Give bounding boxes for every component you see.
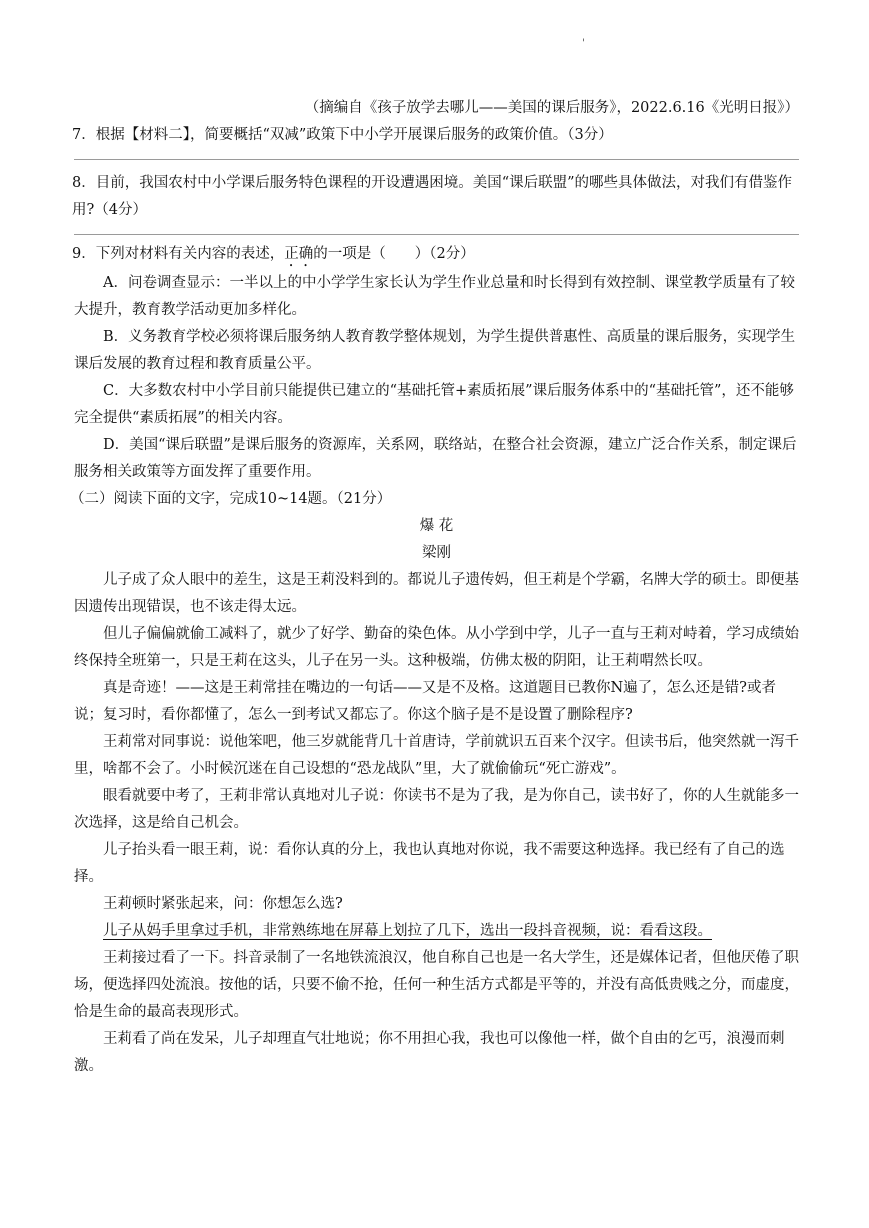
story-paragraph: 真是奇迹！——这是王莉常挂在嘴边的一句话——又是不及格。这道题目已教你N遍了，怎么还是错?或者说；复习时，看你都懂了，怎么一到考试又都忘了。你这个脑子是不是设置了删除程序? xyxy=(74,680,776,723)
question-9-stem: 9．下列对材料有关内容的表述， xyxy=(72,246,285,262)
option-d: D．美国“课后联盟”是课后服务的资源库，关系网，联络站，在整合社会资源，建立广泛合作关系，制定课后服务相关政策等方面发挥了重要作用。 xyxy=(74,437,797,480)
story-paragraph: 王莉接过看了一下。抖音录制了一名地铁流浪汉，他自称自己也是一名大学生，还是媒体记者，但他厌倦了职场，便选择四处流浪。按他的话，只要不偷不抢，任何一种生活方式都是平等的，并没有高低贵贱之分，而虚度，恰是生命的最高表现形式。 xyxy=(74,950,799,1020)
option-a: A．问卷调查显示：一半以上的中小学学生家长认为学生作业总量和时长得到有效控制、课堂教学质量有了较大提升，教育教学活动更加多样化。 xyxy=(74,275,795,318)
story-paragraph: 但儿子偏偏就偷工减料了，就少了好学、勤奋的染色体。从小学到中学，儿子一直与王莉对峙着，学习成绩始终保持全班第一，只是王莉在这头，儿子在另一头。这种极端，仿佛太极的阴阳，让王莉喟然长叹。 xyxy=(74,626,799,669)
answer-line-7[interactable] xyxy=(74,149,799,160)
story-paragraph: 王莉顿时紧张起来，问：你想怎么选? xyxy=(103,896,343,912)
top-mark: ' xyxy=(582,38,585,49)
source-citation: （摘编自《孩子放学去哪儿——美国的课后服务》，2022.6.16《光明日报》） xyxy=(304,100,799,116)
option-c: C．大多数农村中小学目前只能提供已建立的“基础托管+素质拓展”课后服务体系中的“基础托管”，还不能够完全提供“素质拓展”的相关内容。 xyxy=(74,383,794,426)
question-9-emphasis: 正确 xyxy=(284,246,314,262)
question-8: 8．目前，我国农村中小学课后服务特色课程的开设遭遇困境。美国“课后联盟”的哪些具体做法，对我们有借鉴作用?（4分） xyxy=(72,175,793,218)
answer-line-8[interactable] xyxy=(74,224,799,235)
question-9-tail: 的一项是（ ）（2分） xyxy=(313,246,475,262)
question-7: 7．根据【材料二】，简要概括“双减”政策下中小学开展课后服务的政策价值。（3分） xyxy=(72,127,613,143)
story-paragraph: 儿子抬头看一眼王莉，说：看你认真的分上，我也认真地对你说，我不需要这种选择。我已经有了自己的选择。 xyxy=(74,842,785,885)
story-title: 爆 花 xyxy=(419,518,454,534)
story-author: 梁刚 xyxy=(422,545,451,561)
story-paragraph: 儿子成了众人眼中的差生，这是王莉没料到的。都说儿子遗传妈，但王莉是个学霸，名牌大学的硕士。即便基因遗传出现错误，也不该走得太远。 xyxy=(74,572,799,615)
section-heading: （二）阅读下面的文字，完成10~14题。（21分） xyxy=(70,491,392,507)
underlined-sentence: 儿子从妈手里拿过手机，非常熟练地在屏幕上划拉了几下，选出一段抖音视频，说：看看这段。 xyxy=(103,923,712,939)
option-b: B．义务教育学校必须将课后服务纳人教育教学整体规划，为学生提供普惠性、高质量的课后服务，实现学生课后发展的教育过程和教育质量公平。 xyxy=(74,329,796,372)
exam-page xyxy=(70,95,799,1080)
underlined-paragraph xyxy=(74,918,799,945)
story-paragraph: 王莉看了尚在发呆，儿子却理直气壮地说；你不用担心我，我也可以像他一样，做个自由的乞丐，浪漫而刺激。 xyxy=(74,1031,785,1074)
question-9 xyxy=(72,241,799,270)
story-paragraph: 王莉常对同事说：说他笨吧，他三岁就能背几十首唐诗，学前就识五百来个汉字。但读书后，他突然就一泻千里，啥都不会了。小时候沉迷在自己设想的“恐龙战队”里，大了就偷偷玩“死亡游戏”。 xyxy=(74,734,799,777)
story-paragraph: 眼看就要中考了，王莉非常认真地对儿子说：你读书不是为了我，是为你自己，读书好了，你的人生就能多一次选择，这是给自己机会。 xyxy=(74,788,799,831)
